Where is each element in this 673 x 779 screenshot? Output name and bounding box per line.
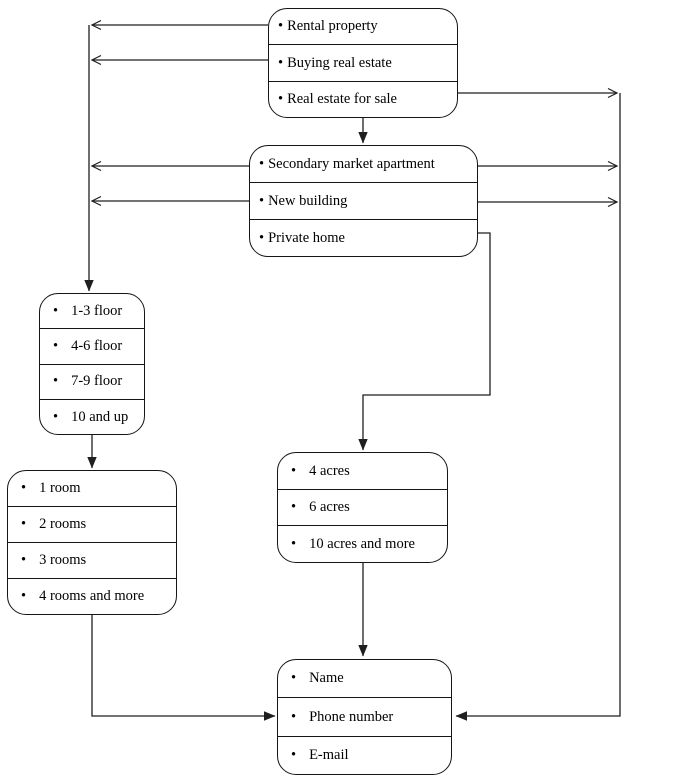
bullet-icon: • xyxy=(259,192,265,209)
item-label: Real estate for sale xyxy=(287,91,397,108)
bullet-icon: • xyxy=(278,91,284,108)
item-label: 7-9 floor xyxy=(71,373,123,390)
bullet-icon: • xyxy=(278,54,284,71)
item-label: 1 room xyxy=(39,480,81,497)
bullet-icon: • xyxy=(259,155,265,172)
item-label: 10 and up xyxy=(71,408,129,425)
list-item xyxy=(250,182,477,219)
list-item xyxy=(40,328,144,363)
item-label: E-mail xyxy=(309,747,349,764)
bullet-icon: • xyxy=(291,462,297,479)
item-label: Secondary market apartment xyxy=(268,155,435,172)
list-item xyxy=(278,736,451,774)
item-label: Rental property xyxy=(287,18,378,35)
node-acres xyxy=(277,452,448,563)
item-label: 4 acres xyxy=(309,462,350,479)
item-label: 1-3 floor xyxy=(71,302,123,319)
item-label: Buying real estate xyxy=(287,54,392,71)
connector-right-trunk-to-contact xyxy=(456,93,620,716)
node-rooms xyxy=(7,470,177,615)
item-label: Name xyxy=(309,670,344,687)
list-item xyxy=(40,399,144,434)
item-label: 10 acres and more xyxy=(309,535,415,552)
bullet-icon: • xyxy=(291,747,297,764)
item-label: New building xyxy=(268,192,348,209)
bullet-icon: • xyxy=(278,18,284,35)
item-label: Phone number xyxy=(309,708,394,725)
node-market-type xyxy=(249,145,478,257)
connector-privatehome-to-acres xyxy=(363,233,490,450)
list-item xyxy=(278,525,447,562)
list-item xyxy=(8,471,176,506)
node-property-type xyxy=(268,8,458,118)
list-item xyxy=(269,44,457,80)
list-item xyxy=(269,81,457,117)
bullet-icon: • xyxy=(259,229,265,246)
list-item xyxy=(40,364,144,399)
list-item xyxy=(278,489,447,526)
list-item xyxy=(8,542,176,578)
item-label: 3 rooms xyxy=(39,552,87,569)
node-floors xyxy=(39,293,145,435)
bullet-icon: • xyxy=(291,708,297,725)
list-item xyxy=(8,506,176,542)
item-label: Private home xyxy=(268,229,345,246)
bullet-icon: • xyxy=(291,499,297,516)
bullet-icon: • xyxy=(291,535,297,552)
item-label: 6 acres xyxy=(309,499,350,516)
bullet-icon: • xyxy=(53,408,59,425)
bullet-icon: • xyxy=(21,480,27,497)
list-item xyxy=(278,453,447,489)
item-label: 2 rooms xyxy=(39,516,87,533)
list-item xyxy=(40,294,144,328)
bullet-icon: • xyxy=(53,373,59,390)
bullet-icon: • xyxy=(53,338,59,355)
list-item xyxy=(269,9,457,44)
list-item xyxy=(250,146,477,182)
node-contact xyxy=(277,659,452,775)
item-label: 4-6 floor xyxy=(71,338,123,355)
list-item xyxy=(250,219,477,256)
bullet-icon: • xyxy=(53,302,59,319)
item-label: 4 rooms and more xyxy=(39,588,145,605)
bullet-icon: • xyxy=(291,670,297,687)
list-item xyxy=(8,578,176,614)
bullet-icon: • xyxy=(21,588,27,605)
list-item xyxy=(278,660,451,697)
list-item xyxy=(278,697,451,735)
bullet-icon: • xyxy=(21,516,27,533)
bullet-icon: • xyxy=(21,552,27,569)
connector-rooms-to-contact xyxy=(92,615,275,716)
